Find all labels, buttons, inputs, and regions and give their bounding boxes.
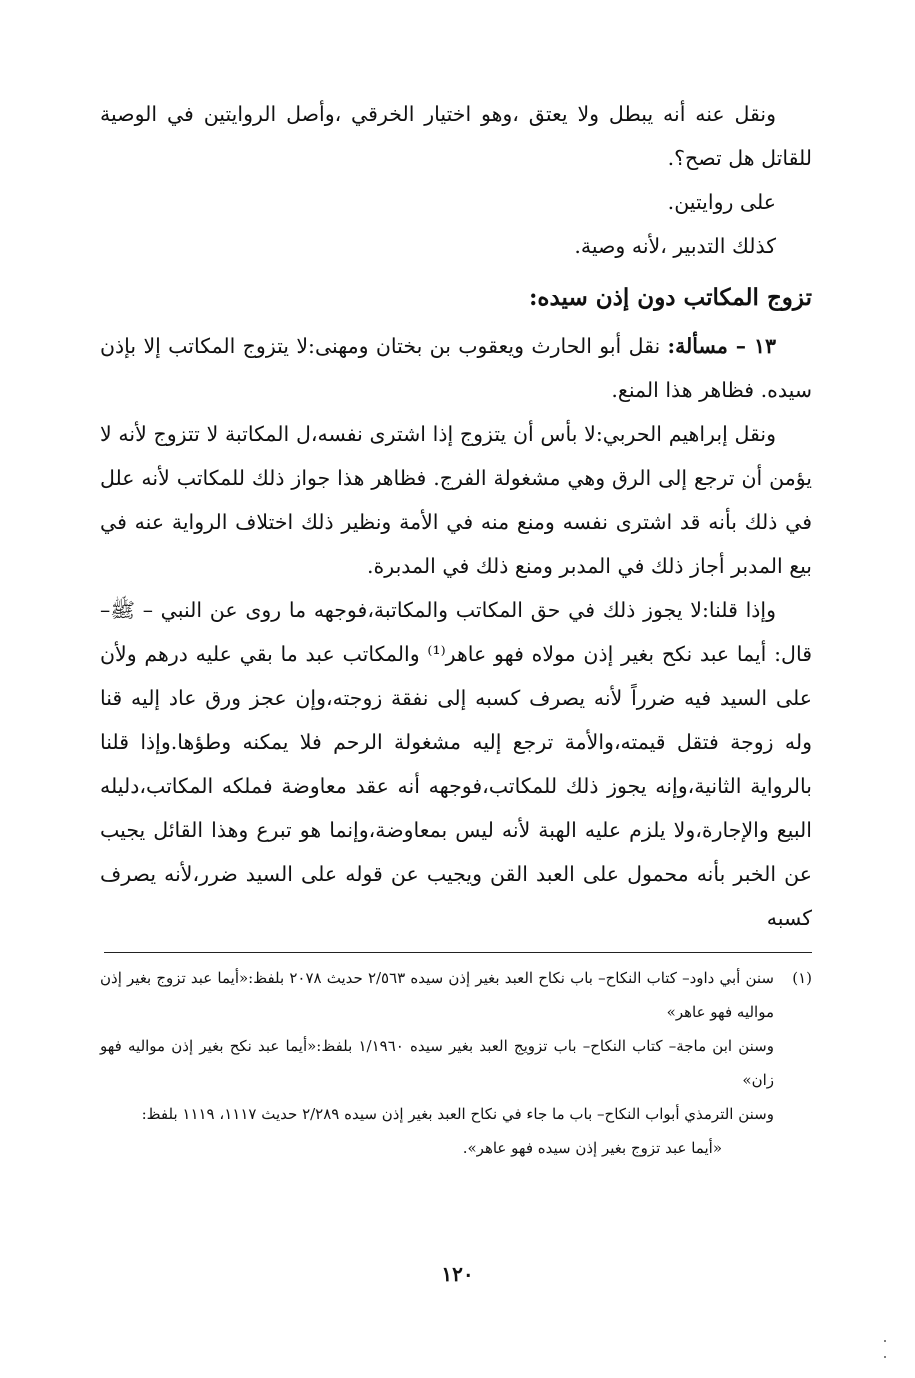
paragraph-4: [100, 324, 812, 412]
paragraph-5: ونقل إبراهيم الحربي:لا بأس أن يتزوج إذا اشترى نفسه،ل المكاتبة لا تتزوج لأنه لا يؤمن أن ترجع إلى الرق وهي مشغولة الفرج. فظاهر هذا جواز ذلك للمكاتب لأنه علل في ذلك بأنه قد اشترى نفسه ومنع منه في الأمة ونظير ذلك اختلاف الرواية عنه في بيع المدبر أجاز ذلك في المدبر ومنع ذلك في المدبرة.: [100, 422, 812, 578]
question-number: ١٣ – مسألة:: [667, 334, 776, 358]
footnote-line-3: وسنن الترمذي أبواب النكاح– باب ما جاء في نكاح العبد بغير إذن سيده ٢/٢٨٩ حديث ١١١٧، ١١١٩ بلفظ:: [141, 1105, 774, 1123]
paragraph-1: ونقل عنه أنه يبطل ولا يعتق ،وهو اختيار الخرقي ،وأصل الروايتين في الوصية للقاتل هل تصح؟.: [100, 102, 812, 170]
footnote-line-2: وسنن ابن ماجة– كتاب النكاح– باب تزويج العبد بغير سيده ١/١٩٦٠ بلفظ:«أيما عبد نكح بغير إذن مواليه فهو زان»: [100, 1037, 774, 1089]
paragraph-3: كذلك التدبير ،لأنه وصية.: [574, 234, 776, 258]
section-heading: تزوج المكاتب دون إذن سيده:: [528, 284, 812, 311]
scan-speck: [884, 1356, 886, 1358]
footnote-1: [100, 961, 812, 1029]
paragraph-4-text: نقل أبو الحارث ويعقوب بن بختان ومهنى:لا يتزوج المكاتب إلا بإذن سيده. فظاهر هذا المنع.: [100, 334, 812, 402]
footnote-line-4: «أيما عبد تزوج بغير إذن سيده فهو عاهر».: [462, 1139, 722, 1157]
paragraph-6: وإذا قلنا:لا يجوز ذلك في حق المكاتب والمكاتبة،فوجهه ما روى عن النبي – ﷺ– قال: أيما عبد نكح بغير إذن مولاه فهو عاهر⁽¹⁾ والمكاتب عبد ما بقي عليه درهم ولأن على السيد فيه ضرراً لأنه يصرف كسبه إلى نفقة زوجته،وإن عجز ورق عاد إليه قنا وله زوجة فتقل قيمته،والأمة ترجع إليه مشغولة الرحم فلا يمكنه وطؤها.وإذا قلنا بالرواية الثانية،وإنه يجوز ذلك للمكاتب،فوجهه أنه عقد معاوضة فملكه المكاتب،دليله البيع والإجارة،ولا يلزم عليه الهبة لأنه ليس بمعاوضة،وإنما هو تبرع وهذا القائل يجيب عن الخبر بأنه محمول على العبد القن ويجيب عن قوله على السيد ضرر،لأنه يصرف كسبه: [100, 598, 812, 930]
footnote-divider: [104, 952, 812, 953]
paragraph-2: على روايتين.: [667, 190, 776, 214]
page-content: [100, 92, 812, 1165]
footnote-marker: (١): [792, 969, 812, 987]
scan-speck: [884, 1340, 886, 1342]
page-number: ١٢٠: [441, 1262, 474, 1286]
footnote-line-1: سنن أبي داود– كتاب النكاح– باب نكاح العبد بغير إذن سيده ٢/٥٦٣ حديث ٢٠٧٨ بلفظ:«أيما عبد تزوج بغير إذن مواليه فهو عاهر»: [100, 969, 775, 1021]
